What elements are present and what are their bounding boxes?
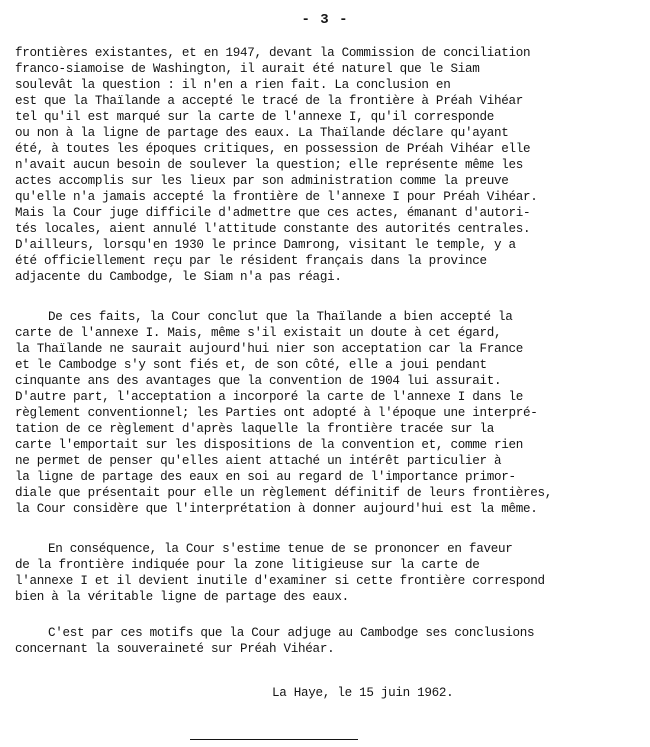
text-line: concernant la souveraineté sur Préah Vihéar. [15, 642, 335, 656]
closing-divider [190, 739, 358, 740]
text-line: diale que présentait pour elle un règlement définitif de leurs frontières, [15, 486, 553, 500]
text-line: De ces faits, la Cour conclut que la Thaïlande a bien accepté la [48, 310, 513, 324]
text-line: carte l'emportait sur les dispositions de la convention et, comme rien [15, 438, 524, 452]
text-line: D'autre part, l'acceptation a incorporé la carte de l'annexe I dans le [15, 390, 524, 404]
text-line: été officiellement reçu par le résident français dans la province [15, 254, 487, 268]
text-line: et le Cambodge s'y sont fiés et, de son côté, elle a joui pendant [15, 358, 487, 372]
text-line: D'ailleurs, lorsqu'en 1930 le prince Damrong, visitant le temple, y a [15, 238, 516, 252]
text-line: adjacente du Cambodge, le Siam n'a pas réagi. [15, 270, 342, 284]
text-line: est que la Thaïlande a accepté le tracé de la frontière à Préah Vihéar [15, 94, 524, 108]
text-line: tation de ce règlement d'après laquelle la frontière tracée sur la [15, 422, 494, 436]
text-line: ou non à la ligne de partage des eaux. La Thaïlande déclare qu'ayant [15, 126, 509, 140]
text-line: l'annexe I et il devient inutile d'examiner si cette frontière correspond [15, 574, 545, 588]
text-line: franco-siamoise de Washington, il aurait été naturel que le Siam [15, 62, 480, 76]
text-line: de la frontière indiquée pour la zone litigieuse sur la carte de [15, 558, 480, 572]
text-line: la Thaïlande ne saurait aujourd'hui nier son acceptation car la France [15, 342, 524, 356]
text-line: soulevât la question : il n'en a rien fait. La conclusion en [15, 78, 451, 92]
text-line: bien à la véritable ligne de partage des eaux. [15, 590, 349, 604]
text-line: règlement conventionnel; les Parties ont adopté à l'époque une interpré- [15, 406, 538, 420]
text-line: n'avait aucun besoin de soulever la question; elle représente même les [15, 158, 524, 172]
text-line: été, à toutes les époques critiques, en possession de Préah Vihéar elle [15, 142, 531, 156]
text-line: cinquante ans des avantages que la convention de 1904 lui assurait. [15, 374, 502, 388]
text-line: En conséquence, la Cour s'estime tenue de se prononcer en faveur [48, 542, 513, 556]
text-line: frontières existantes, et en 1947, devant la Commission de conciliation [15, 46, 531, 60]
text-line: actes accomplis sur les lieux par son administration comme la preuve [15, 174, 509, 188]
page-number: - 3 - [301, 12, 349, 28]
text-line: ne permet de penser qu'elles aient attaché un intérêt particulier à [15, 454, 502, 468]
text-line: la ligne de partage des eaux en soi au regard de l'importance primor- [15, 470, 516, 484]
text-line: qu'elle n'a jamais accepté la frontière de l'annexe I pour Préah Vihéar. [15, 190, 538, 204]
text-line: carte de l'annexe I. Mais, même s'il existait un doute à cet égard, [15, 326, 502, 340]
text-line: tés locales, aient annulé l'attitude constante des autorités centrales. [15, 222, 531, 236]
text-line: Mais la Cour juge difficile d'admettre que ces actes, émanant d'autori- [15, 206, 531, 220]
text-line: tel qu'il est marqué sur la carte de l'annexe I, qu'il corresponde [15, 110, 494, 124]
text-line: la Cour considère que l'interprétation à donner aujourd'hui est la même. [15, 502, 538, 516]
text-line: C'est par ces motifs que la Cour adjuge au Cambodge ses conclusions [48, 626, 535, 640]
signature-line: La Haye, le 15 juin 1962. [272, 686, 454, 700]
